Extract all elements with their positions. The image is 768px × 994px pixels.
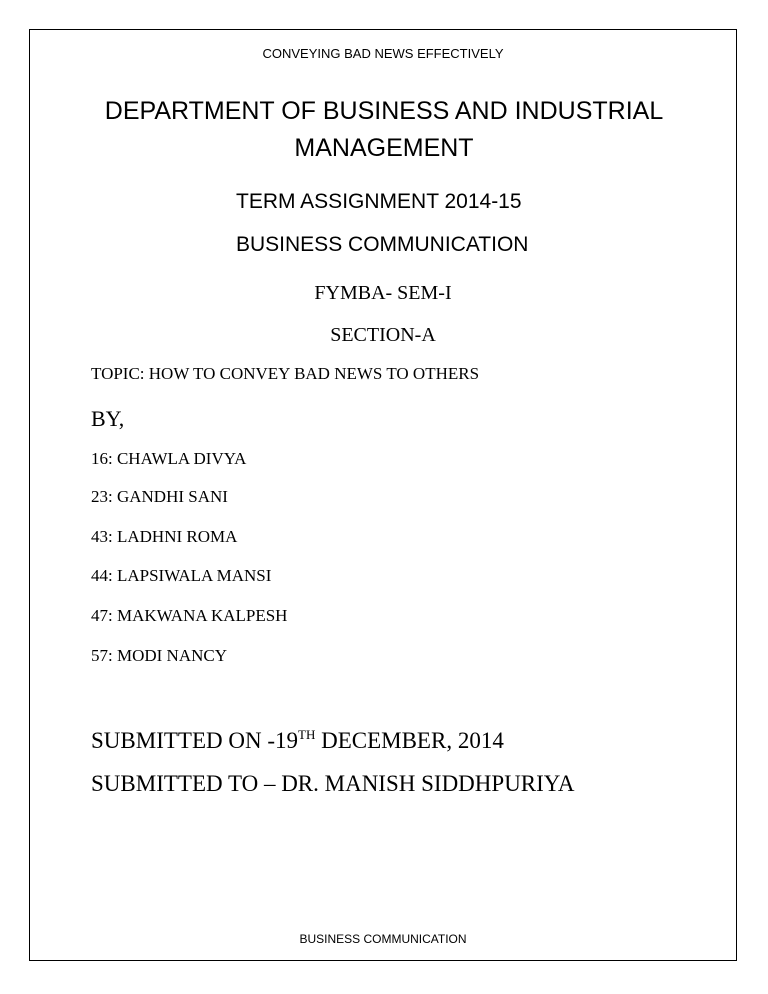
member-list-item: 47: MAKWANA KALPESH [91, 606, 288, 625]
assignment-title: TERM ASSIGNMENT 2014-15 [236, 190, 522, 213]
topic-line: TOPIC: HOW TO CONVEY BAD NEWS TO OTHERS [91, 364, 480, 383]
by-label: BY, [91, 406, 125, 431]
submitted-to-line: SUBMITTED TO – DR. MANISH SIDDHPURIYA [91, 771, 575, 796]
department-title: DEPARTMENT OF BUSINESS AND INDUSTRIAL MANAGEMENT [104, 97, 664, 162]
running-footer: BUSINESS COMMUNICATION [299, 932, 467, 946]
member-list-item: 57: MODI NANCY [91, 646, 227, 665]
subject-title: BUSINESS COMMUNICATION [236, 233, 529, 256]
member-list-item: 16: CHAWLA DIVYA [91, 449, 247, 468]
submitted-on-prefix: SUBMITTED ON -19 [91, 728, 298, 753]
running-header: CONVEYING BAD NEWS EFFECTIVELY [262, 46, 504, 61]
submitted-on-date: DECEMBER, 2014 [315, 728, 504, 753]
section-label: SECTION-A [330, 324, 436, 346]
member-list-item: 44: LAPSIWALA MANSI [91, 566, 272, 585]
date-ordinal-suffix: TH [298, 727, 316, 742]
program-label: FYMBA- SEM-I [314, 282, 452, 304]
submitted-on-line [91, 728, 504, 754]
member-list-item: 23: GANDHI SANI [91, 487, 228, 506]
member-list-item: 43: LADHNI ROMA [91, 527, 238, 546]
